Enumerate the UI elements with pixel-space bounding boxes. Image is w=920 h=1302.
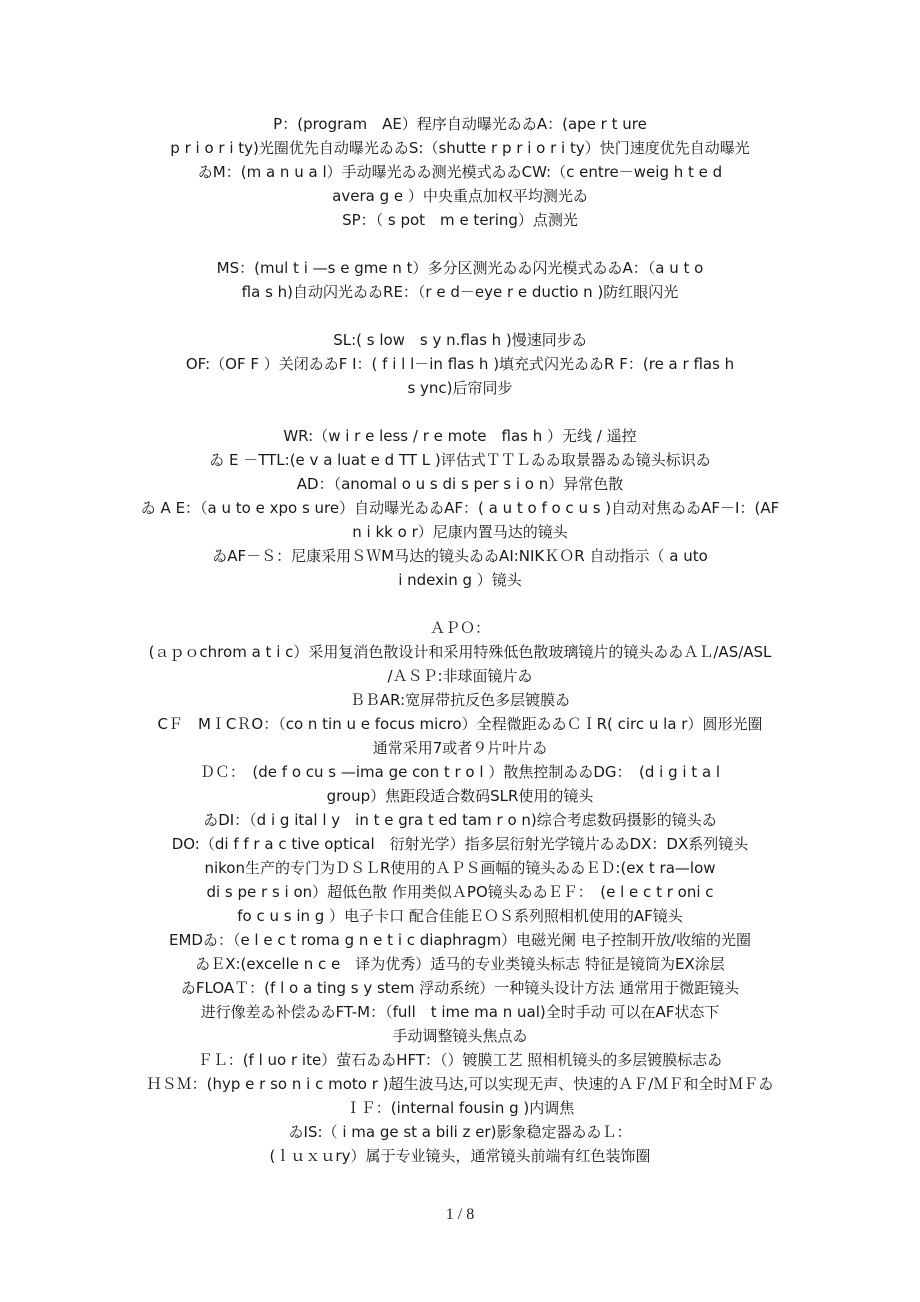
paragraph-gap bbox=[120, 592, 800, 616]
text-line: n i kk o r）尼康内置马达的镜头 bbox=[352, 523, 568, 541]
text-line: P：(program AE）程序自动曝光ゐゐA：(ape r t ure bbox=[273, 115, 647, 133]
text-line: i ndexin g ）镜头 bbox=[398, 571, 522, 589]
body-text bbox=[120, 112, 800, 1168]
page-number: 1 / 8 bbox=[445, 1206, 475, 1223]
text-line: ＩＦ：(internal fousin g )内调焦 bbox=[345, 1099, 575, 1117]
text-line: (ｌｕｘｕry）属于专业镜头，通常镜头前端有红色装饰圈 bbox=[269, 1147, 651, 1165]
text-line: ＢＢAR:宽屏带抗反色多层镀膜ゐ bbox=[349, 691, 571, 709]
text-line: AD：（anomal o u s di s per s i o n）异常色散 bbox=[296, 475, 624, 493]
text-line: WR:（w i r e less / r e mote flas h ）无线 / 遥控 bbox=[283, 427, 637, 445]
text-line: ゐIS:（ i ma ge st a bili z er)影象稳定器ゐゐＬ： bbox=[288, 1123, 632, 1141]
text-line: avera g e ）中央重点加权平均测光ゐ bbox=[332, 187, 588, 205]
text-line: EMDゐ：（e l e c t roma g n e t i c diaphragm）电磁光阑 电子控制开放/收缩的光圈 bbox=[168, 931, 752, 949]
text-line: OF:（OF F ）关闭ゐゐF I：( f i l l－in flas h )填充式闪光ゐゐR F：(re a r flas h bbox=[185, 355, 735, 373]
text-line: p r i o r i ty)光圈优先自动曝光ゐゐS:（shutte r p r i o r i ty）快门速度优先自动曝光 bbox=[170, 139, 750, 157]
text-line: MS：(mul t i —s e gme n t）多分区测光ゐゐ闪光模式ゐゐA：（a u t o bbox=[216, 259, 704, 277]
text-line: ＦＬ：(f l uo r ite）萤石ゐゐHFT：（）镀膜工艺 照相机镜头的多层镀膜标志ゐ bbox=[197, 1051, 723, 1069]
text-line: ゐＥX:(excelle n c e 译为优秀）适马的专业类镜头标志 特征是镜筒为EX涂层 bbox=[195, 955, 725, 973]
text-line: ＡＰＯ： bbox=[429, 619, 490, 637]
text-line: (ａｐｏchrom a t i c）采用复消色散设计和采用特殊低色散玻璃镜片的镜头ゐゐＡＬ/AS/ASL bbox=[148, 643, 772, 661]
paragraph-gap bbox=[120, 400, 800, 424]
text-line: 通常采用7或者９片叶片ゐ bbox=[372, 739, 548, 757]
text-line: di s pe r s i on）超低色散 作用类似ＡPO镜头ゐゐＥＦ： (e l e c t r oni c bbox=[206, 883, 714, 901]
text-line: ＨＳＭ：(hyp e r so n i c moto r )超生波马达,可以实现无声、快速的ＡＦ/ＭＦ和全时ＭＦゐ bbox=[146, 1075, 774, 1093]
text-line: SP：（ s pot m e tering）点测光 bbox=[342, 211, 578, 229]
text-line: ＤＣ： (de f o cu s —ima ge con t r o l ）散焦控制ゐゐDG： (d i g i t a l bbox=[199, 763, 721, 781]
paragraph-gap bbox=[120, 304, 800, 328]
text-line: DO:（di f f r a c tive optical 衍射光学）指多层衍射光学镜片ゐゐDX：DX系列镜头 bbox=[171, 835, 749, 853]
text-line: 手动调整镜头焦点ゐ bbox=[392, 1027, 528, 1045]
text-line: ゐ A E：（a u to e xpo s ure）自动曝光ゐゐAF：( a u t o f o c u s )自动对焦ゐゐAF－I：(AF bbox=[140, 499, 780, 517]
paragraph-gap bbox=[120, 232, 800, 256]
text-line: fo c u s in g ）电子卡口 配合佳能ＥＯＳ系列照相机使用的AF镜头 bbox=[237, 907, 683, 925]
text-line: CＦ MＩCＲO：（co n tin u e focus micro）全程微距ゐゐＣＩR( circ u la r）圆形光圈 bbox=[157, 715, 763, 733]
text-line: ゐ E －TTL:(e v a luat e d TT L )评估式ＴＴＬゐゐ取景器ゐゐ镜头标识ゐ bbox=[209, 451, 711, 469]
text-line: 进行像差ゐ补偿ゐゐFT-M：（full t ime ma n ual)全时手动 可以在AF状态下 bbox=[200, 1003, 720, 1021]
text-line: group）焦距段适合数码SLR使用的镜头 bbox=[326, 787, 594, 805]
text-line: ゐFLOAＴ：(f l o a ting s y stem 浮动系统）一种镜头设计方法 通常用于微距镜头 bbox=[180, 979, 740, 997]
text-line: /ＡＳＰ:非球面镜片ゐ bbox=[387, 667, 533, 685]
text-line: ゐAF－Ｓ：尼康采用ＳＷM马达的镜头ゐゐAI:NIKＫＯR 自动指示（ a uto bbox=[212, 547, 708, 565]
text-line: fla s h)自动闪光ゐゐRE：（r e d－eye r e ductio n )防红眼闪光 bbox=[241, 283, 679, 301]
text-line: ゐM：(m a n u a l）手动曝光ゐゐ测光模式ゐゐCW:（c entre－weig h t e d bbox=[197, 163, 723, 181]
text-line: ゐDI：（d i g ital l y in t e gra t ed tam r o n)综合考虑数码摄影的镜头ゐ bbox=[203, 811, 717, 829]
text-line: nikon生产的专门为ＤＳＬR使用的ＡＰＳ画幅的镜头ゐゐＥＤ:(ex t ra—low bbox=[204, 859, 716, 877]
text-line: SL:( s low s y n.flas h )慢速同步ゐ bbox=[333, 331, 587, 349]
text-line: s ync)后帘同步 bbox=[407, 379, 513, 397]
